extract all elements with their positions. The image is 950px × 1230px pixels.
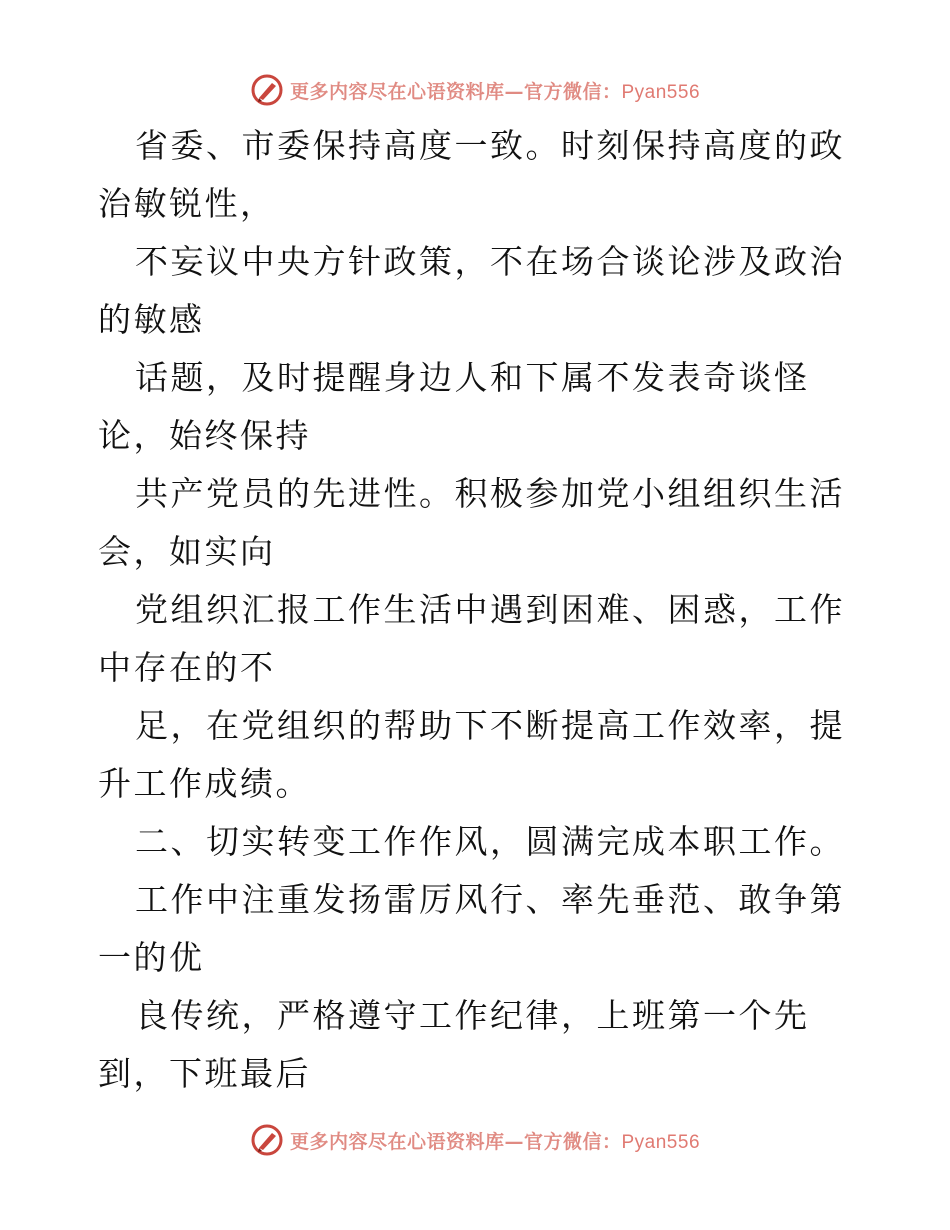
footer-wechat-id: Pyan556 [621,1131,701,1153]
paragraph: 不妄议中央方针政策，不在场合谈论涉及政治的敏感 [98,242,845,339]
footer-banner [0,1120,950,1160]
footer-banner-text: 更多内容尽在心语资料库—官方微信：Pyan556 [289,1130,701,1153]
pen-logo-icon [250,1123,284,1157]
paragraph: 共产党员的先进性。积极参加党小组组织生活会，如实向 [98,474,845,571]
paragraph: 工作中注重发扬雷厉风行、率先垂范、敢争第一的优 [98,880,845,977]
paragraph: 话题，及时提醒身边人和下属不发表奇谈怪论，始终保持 [98,358,810,455]
section-heading: 二、切实转变工作作风，圆满完成本职工作。 [135,822,845,861]
document-body [98,117,858,1103]
paragraph: 省委、市委保持高度一致。时刻保持高度的政治敏锐性， [98,126,845,223]
header-wechat-id: Pyan556 [621,81,701,103]
header-banner-text: 更多内容尽在心语资料库—官方微信：Pyan556 [289,80,701,103]
header-banner [0,70,950,110]
paragraph: 良传统，严格遵守工作纪律，上班第一个先到，下班最后 [98,996,810,1093]
paragraph: 党组织汇报工作生活中遇到困难、困惑，工作中存在的不 [98,590,845,687]
pen-logo-icon [250,73,284,107]
paragraph: 足，在党组织的帮助下不断提高工作效率，提升工作成绩。 [98,706,845,803]
